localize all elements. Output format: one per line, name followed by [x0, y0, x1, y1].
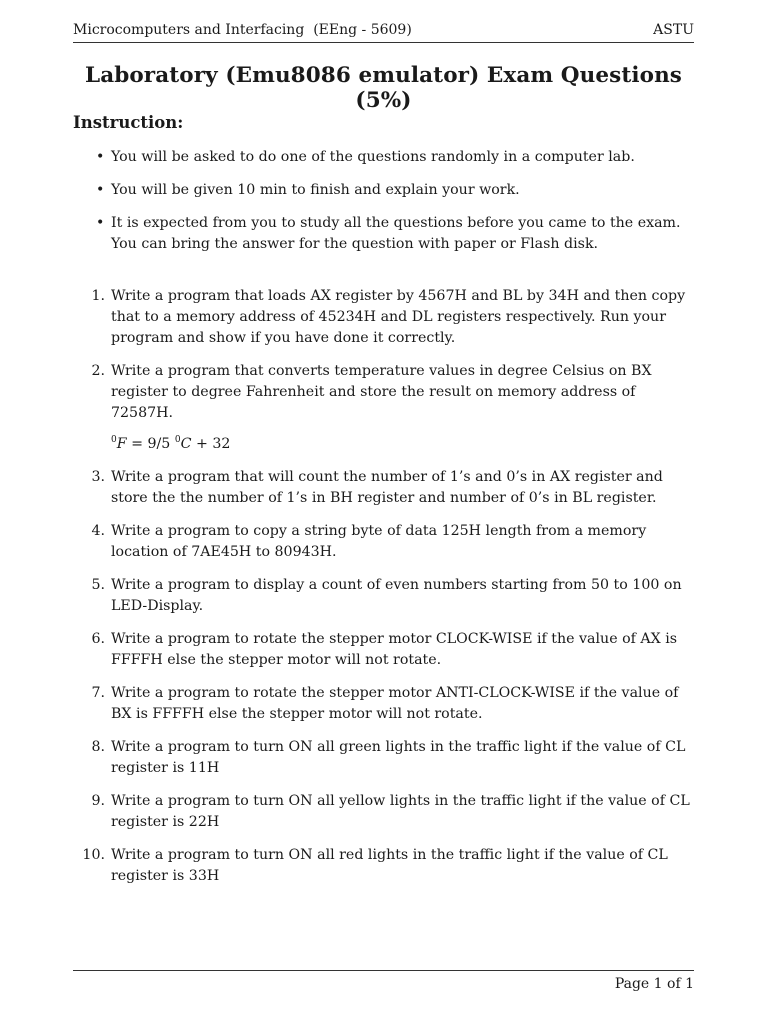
question-item	[73, 845, 694, 887]
instruction-item	[73, 147, 694, 168]
question-text: Write a program that converts temperature values in degree Celsius on BX register to degree Fahrenheit and store the result on memory address of 72587H.	[111, 363, 652, 421]
course-title: Microcomputers and Interfacing (EEng - 5609)	[73, 22, 412, 38]
document-title: Laboratory (Emu8086 emulator) Exam Questions (5%)	[84, 63, 683, 113]
question-number: 7.	[91, 685, 105, 701]
footer-divider	[73, 970, 694, 971]
question-item	[73, 521, 694, 563]
question-item	[73, 286, 694, 349]
question-text: Write a program to turn ON all red lights in the traffic light if the value of CL register is 33H	[111, 847, 668, 884]
question-number: 8.	[91, 739, 105, 755]
question-number: 1.	[91, 288, 105, 304]
question-item	[73, 683, 694, 725]
instruction-text: You will be given 10 min to finish and explain your work.	[111, 182, 520, 198]
instruction-item	[73, 180, 694, 201]
question-number: 9.	[91, 793, 105, 809]
bullet-icon: •	[96, 182, 105, 198]
question-item	[73, 575, 694, 617]
question-number: 4.	[91, 523, 105, 539]
question-text: Write a program to copy a string byte of data 125H length from a memory location of 7AE45H to 80943H.	[111, 523, 647, 560]
bullet-icon: •	[96, 215, 105, 231]
question-text: Write a program that will count the number of 1’s and 0’s in AX register and store the the number of 1’s in BH register and number of 0’s in BL register.	[111, 469, 663, 506]
question-item	[73, 467, 694, 509]
instruction-heading: Instruction:	[73, 113, 184, 132]
fahrenheit-formula: $^0$F = 9/5 $^0$C + 32	[111, 435, 231, 452]
question-item	[73, 737, 694, 779]
instruction-text: You will be asked to do one of the questions randomly in a computer lab.	[111, 149, 635, 165]
question-text: Write a program to rotate the stepper motor CLOCK-WISE if the value of AX is FFFFH else the stepper motor will not rotate.	[111, 631, 678, 668]
instruction-list	[73, 147, 694, 267]
question-item	[73, 361, 694, 455]
question-number: 10.	[82, 847, 105, 863]
question-item	[73, 629, 694, 671]
question-number: 3.	[91, 469, 105, 485]
question-text: Write a program to turn ON all yellow lights in the traffic light if the value of CL register is 22H	[111, 793, 690, 830]
institution-name: ASTU	[653, 22, 694, 38]
question-text: Write a program to turn ON all green lights in the traffic light if the value of CL register is 11H	[111, 739, 686, 776]
question-list	[73, 286, 694, 899]
question-text: Write a program that loads AX register by 4567H and BL by 34H and then copy that to a memory address of 45234H and DL registers respectively. Run your program and show if you have done it correctly.	[111, 288, 686, 346]
question-item	[73, 791, 694, 833]
question-number: 6.	[91, 631, 105, 647]
instruction-item	[73, 213, 694, 255]
question-number: 5.	[91, 577, 105, 593]
question-number: 2.	[91, 363, 105, 379]
question-text: Write a program to display a count of even numbers starting from 50 to 100 on LED-Display.	[111, 577, 682, 614]
instruction-text: It is expected from you to study all the questions before you came to the exam. You can bring the answer for the question with paper or Flash disk.	[111, 215, 681, 252]
bullet-icon: •	[96, 149, 105, 165]
page-header	[73, 22, 694, 43]
page-number: Page 1 of 1	[614, 976, 694, 992]
question-text: Write a program to rotate the stepper motor ANTI-CLOCK-WISE if the value of BX is FFFFH else the stepper motor will not rotate.	[111, 685, 679, 722]
